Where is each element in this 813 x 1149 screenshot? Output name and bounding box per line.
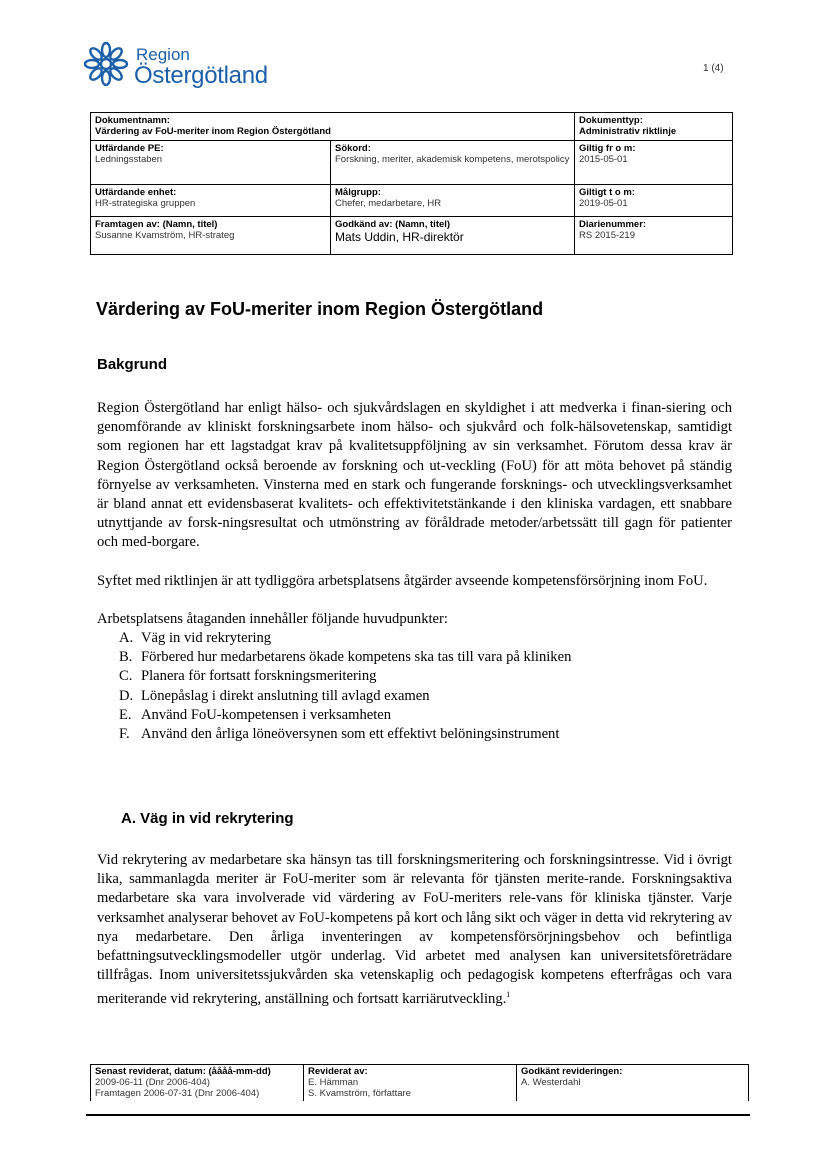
revision-table <box>90 1064 749 1101</box>
list-item <box>119 725 732 744</box>
issuer-cell <box>91 141 331 185</box>
section-a-body <box>97 851 732 1009</box>
bakgrund-paragraph-1: Region Östergötland har enligt hälso- och sjukvårdslagen en skyldighet i att medverka i finan-siering och genomförande av kliniskt forskningsarbete inom hälso- och sjukvård och folk-hälsovetenskap, samtidigt som regionen har ett lagstadgat krav på kvalitetsuppföljning av sin verksamhet. Förutom dessa krav är Region Östergötland också beroende av forskning och ut-veckling (FoU) för att möta behovet på ständig förnyelse av verksamheten. Vinsterna med en stark och fungerande forsknings- och utvecklingsverksamhet är bland annat ett evidensbaserat kvalitets- och effektivitetstänkande i den kliniska vardagen, ett snabbare utnyttjande av forsk-ningsresultat och utmönstring av föråldrade metoder/arbetssätt till gagn för patienter och med-borgare. <box>97 400 732 551</box>
bakgrund-body <box>97 399 732 744</box>
logo-name-text: Östergötland <box>134 62 268 89</box>
issuer-label: Utfärdande PE: <box>95 143 164 154</box>
list-item <box>119 667 732 686</box>
list-item-letter: B. <box>119 649 133 666</box>
list-item-letter: D. <box>119 687 134 704</box>
revised-date-2: Framtagen 2006-07-31 (Dnr 2006-404) <box>95 1088 260 1099</box>
doc-name-label: Dokumentnamn: <box>95 115 170 126</box>
section-a-text: Vid rekrytering av medarbetare ska hänsyn tas till forskningsmeritering och forskningsintresse. Vid i övrigt lika, sammanlagda meriter är FoU-meriter som är relevanta för tjänsten merite-rande. Forskningsaktiva medarbetare ska vara involverade vid värdering av FoU-meriters rele-vans för kliniska tjänster. Varje verksamhet analyserar behovet av FoU-kompetens på kort och lång sikt och väger in detta vid rekrytering av nya medarbetare. Den årliga inventeringen av kompetensförsörjningsbehov och befintliga befattningsutvecklingsmodeller utgör underlag. Vid arbetet med analysen kan universitetsföreträdare tillfrågas. Inom universitetssjukvården ska vetenskaplig och pedagogisk kompetens efterfrågas och vara meriterande vid rekrytering, anställning och fortsatt karriärutveckling. <box>97 852 732 1008</box>
diary-label: Diarienummer: <box>579 219 647 230</box>
list-item-text: Använd den årliga löneöversynen som ett effektivt belöningsinstrument <box>141 726 560 743</box>
revised-date-label: Senast reviderat, datum: (åååå-mm-dd) <box>95 1066 271 1077</box>
revision-approved-value: A. Westerdahl <box>521 1077 581 1088</box>
snowflake-logo-icon <box>82 40 130 88</box>
list-item-letter: A. <box>119 630 134 647</box>
diary-cell <box>575 217 733 255</box>
list-item-letter: F. <box>119 726 130 743</box>
approved-cell <box>331 217 575 255</box>
heading-bakgrund: Bakgrund <box>97 356 168 373</box>
list-item <box>119 706 732 725</box>
author-cell <box>91 217 331 255</box>
document-title: Värdering av FoU-meriter inom Region Östergötland <box>96 299 544 319</box>
list-item-text: Använd FoU-kompetensen i verksamheten <box>141 706 392 723</box>
keywords-value: Forskning, meriter, akademisk kompetens, merotspolicy <box>335 154 570 165</box>
list-item <box>119 629 732 648</box>
list-item-text: Väg in vid rekrytering <box>141 630 272 647</box>
section-a-paragraph <box>97 851 732 1009</box>
author-label: Framtagen av: (Namn, titel) <box>95 219 218 230</box>
target-cell <box>331 185 575 217</box>
document-meta-table <box>90 112 733 255</box>
list-item-text: Planera för fortsatt forskningsmeritering <box>141 668 377 685</box>
main-points-list <box>97 629 732 744</box>
revised-by-cell <box>304 1065 517 1102</box>
heading-section-a: A. Väg in vid rekrytering <box>121 810 294 827</box>
keywords-label: Sökord: <box>335 143 371 154</box>
revised-date-cell <box>91 1065 304 1102</box>
doc-name-cell <box>91 113 575 141</box>
revised-by-1: E. Hämman <box>308 1077 359 1088</box>
region-logo <box>82 40 292 92</box>
target-value: Chefer, medarbetare, HR <box>335 198 442 209</box>
diary-value: RS 2015-219 <box>579 230 635 241</box>
bakgrund-paragraph-3: Arbetsplatsens åtaganden innehåller följande huvudpunkter: <box>97 610 448 627</box>
valid-to-label: Giltigt t o m: <box>579 187 635 198</box>
doc-name-value: Värdering av FoU-meriter inom Region Östergötland <box>95 126 331 137</box>
revision-approved-label: Godkänt revideringen: <box>521 1066 623 1077</box>
keywords-cell <box>331 141 575 185</box>
doc-type-cell <box>575 113 733 141</box>
revised-by-label: Reviderat av: <box>308 1066 368 1077</box>
target-label: Målgrupp: <box>335 187 381 198</box>
list-item <box>119 648 732 667</box>
list-item <box>119 687 732 706</box>
author-value: Susanne Kvamström, HR-strateg <box>95 230 235 241</box>
valid-from-cell <box>575 141 733 185</box>
footnote-mark[interactable]: 1 <box>506 990 511 1000</box>
list-item-letter: C. <box>119 668 133 685</box>
approved-label: Godkänd av: (Namn, titel) <box>335 219 451 230</box>
valid-from-label: Giltig fr o m: <box>579 143 636 154</box>
doc-type-label: Dokumenttyp: <box>579 115 643 126</box>
valid-to-value: 2019-05-01 <box>579 198 628 209</box>
doc-type-value: Administrativ riktlinje <box>579 126 677 137</box>
revised-date-1: 2009-06-11 (Dnr 2006-404) <box>95 1077 210 1088</box>
valid-from-value: 2015-05-01 <box>579 154 628 165</box>
unit-label: Utfärdande enhet: <box>95 187 177 198</box>
list-item-text: Förbered hur medarbetarens ökade kompetens ska tas till vara på kliniken <box>141 649 572 666</box>
revision-footer <box>90 1064 748 1101</box>
valid-to-cell <box>575 185 733 217</box>
revision-approved-cell <box>517 1065 749 1102</box>
logo-region-text: Region <box>136 45 190 64</box>
unit-value: HR-strategiska gruppen <box>95 198 196 209</box>
approved-value: Mats Uddin, HR-direktör <box>335 230 464 244</box>
list-item-letter: E. <box>119 706 132 723</box>
page-number: 1 (4) <box>703 63 724 74</box>
list-item-text: Lönepåslag i direkt anslutning till avlagd examen <box>141 687 430 704</box>
unit-cell <box>91 185 331 217</box>
footer-divider <box>86 1114 750 1116</box>
bakgrund-paragraph-2: Syftet med riktlinjen är att tydliggöra arbetsplatsens åtgärder avseende kompetensförsörjning inom FoU. <box>97 572 708 589</box>
revised-by-2: S. Kvamström, författare <box>308 1088 411 1099</box>
issuer-value: Ledningsstaben <box>95 154 163 165</box>
